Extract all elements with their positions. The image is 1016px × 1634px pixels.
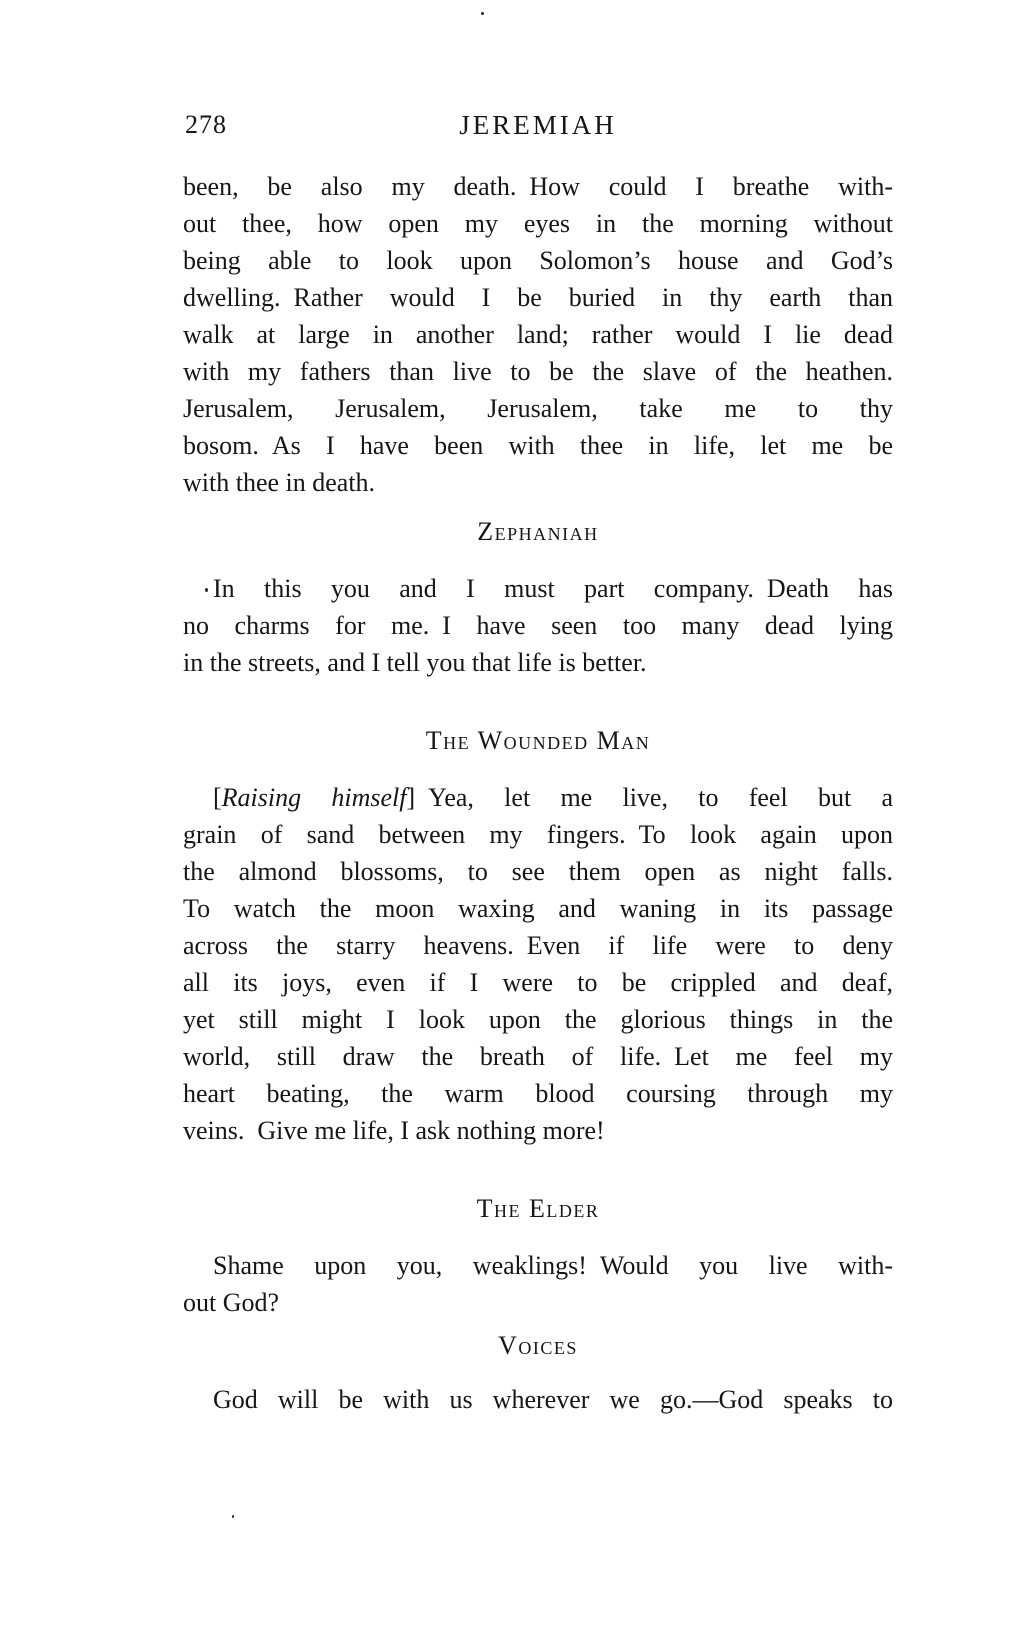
text-line: in the streets, and I tell you that life is better. [183,648,647,677]
ink-speck [205,588,208,592]
text-line: grain of sand between my fingers. To look again upon [183,820,893,849]
page-body [183,168,893,1418]
stage-direction: Raising himself [221,783,407,812]
page-number: 278 [185,110,227,139]
text-line: Jerusalem, Jerusalem, Jerusalem, take me to thy [183,394,893,423]
paragraph [183,1381,893,1418]
text-line: the almond blossoms, to see them open as night falls. [183,857,893,886]
text-line: heart beating, the warm blood coursing through my [183,1079,893,1108]
speaker-heading: Zephaniah [477,517,599,546]
text-line: across the starry heavens. Even if life were to deny [183,931,893,960]
ink-speck [481,12,484,15]
text-line: dwelling. Rather would I be buried in thy earth than [183,283,893,312]
text-line: Shame upon you, weaklings! Would you live with- [213,1251,893,1280]
text-line: yet still might I look upon the glorious things in the [183,1005,893,1034]
text-line: with my fathers than live to be the slave of the heathen. [183,357,893,386]
text-line: bosom. As I have been with thee in life, let me be [183,431,893,460]
text-line: out God? [183,1288,280,1317]
text-line: veins. Give me life, I ask nothing more! [183,1116,605,1145]
speaker-heading: The Wounded Man [425,726,651,755]
paragraph [183,168,893,501]
book-page [183,110,893,1418]
text-line: been, be also my death. How could I breathe with- [183,172,893,201]
text-line: God will be with us wherever we go.—God speaks to [213,1385,893,1414]
text-line: being able to look upon Solomon’s house and God’s [183,246,893,275]
ink-speck [232,1515,234,1518]
text-segment: ] Yea, let me live, to feel but a [406,783,893,812]
text-line: no charms for me. I have seen too many dead lying [183,611,893,640]
text-line: with thee in death. [183,468,376,497]
running-title: JEREMIAH [459,110,617,140]
text-line: all its joys, even if I were to be crippled and deaf, [183,968,893,997]
paragraph [183,570,893,681]
text-line [183,779,893,816]
text-line: walk at large in another land; rather would I lie dead [183,320,893,349]
paragraph [183,1247,893,1321]
speaker-heading: The Elder [476,1194,600,1223]
paragraph [183,779,893,1149]
text-line: In this you and I must part company. Death has [213,574,893,603]
speaker-heading: Voices [498,1331,578,1360]
text-line: To watch the moon waxing and waning in its passage [183,894,893,923]
text-segment: [ [213,783,222,812]
page-header [183,110,893,140]
text-line: world, still draw the breath of life. Let me feel my [183,1042,893,1071]
text-line: out thee, how open my eyes in the morning without [183,209,893,238]
